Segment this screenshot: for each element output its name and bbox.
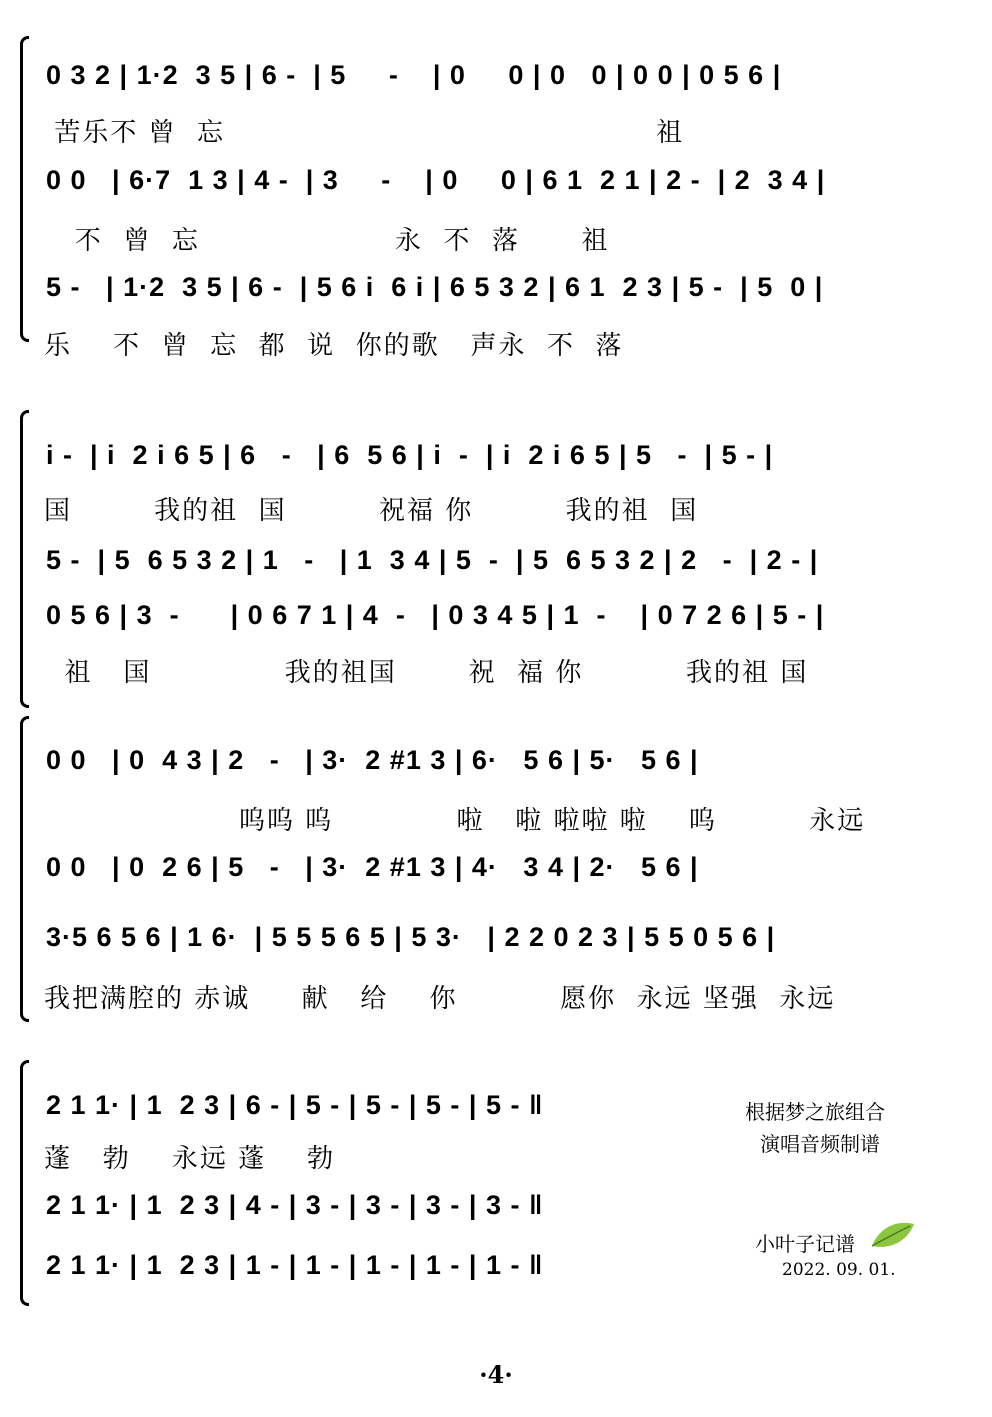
part-3-lyrics: 乐 不 曾 忘 都 说 你的歌 声永 不 落 xyxy=(44,331,624,361)
system-brace xyxy=(20,1060,29,1306)
part-1-notes: 0 0 | 0 4 3 | 2 - | 3· 2 #1 3 | 6· 5 6 | 5· 5 6 | xyxy=(46,745,699,775)
part-1-notes: 2 1 1· | 1 2 3 | 6 - | 5 - | 5 - | 5 - | 5 - ‖ xyxy=(46,1090,544,1120)
part-2-lyrics: 不 曾 忘 永 不 落 祖 xyxy=(44,226,610,256)
part-3-notes: 3·5 6 5 6 | 1 6· | 5 5 5 6 5 | 5 3· | 2 2 0 2 3 | 5 5 0 5 6 | xyxy=(46,922,776,952)
part-3-lyrics: 祖 国 我的祖国 祝 福 你 我的祖 国 xyxy=(44,658,809,688)
part-3-lyrics: 我把满腔的 赤诚 献 给 你 愿你 永远 坚强 永远 xyxy=(44,984,836,1014)
part-3-notes: 0 5 6 | 3 - | 0 6 7 1 | 4 - | 0 3 4 5 | 1 - | 0 7 2 6 | 5 - | xyxy=(46,600,825,630)
page-number: ·4· xyxy=(479,1360,513,1389)
transcriber: 小叶子记谱 xyxy=(755,1232,855,1256)
part-1-lyrics: 苦乐不 曾 忘 祖 xyxy=(44,118,685,148)
part-1-notes: i - | i 2 i 6 5 | 6 - | 6 5 6 | i - | i 2 i 6 5 | 5 - | 5 - | xyxy=(46,440,774,470)
part-2-notes: 5 - | 5 6 5 3 2 | 1 - | 1 3 4 | 5 - | 5 6 5 3 2 | 2 - | 2 - | xyxy=(46,545,819,575)
part-1-lyrics: 国 我的祖 国 祝福 你 我的祖 国 xyxy=(44,496,699,526)
credit-line-1: 根据梦之旅组合 xyxy=(745,1100,885,1124)
part-2-notes: 2 1 1· | 1 2 3 | 4 - | 3 - | 3 - | 3 - | 3 - ‖ xyxy=(46,1190,544,1220)
part-1-notes: 0 3 2 | 1·2 3 5 | 6 - | 5 - | 0 0 | 0 0 | 0 0 | 0 5 6 | xyxy=(46,60,782,90)
part-2-notes: 0 0 | 6·7 1 3 | 4 - | 3 - | 0 0 | 6 1 2 1 | 2 - | 2 3 4 | xyxy=(46,165,826,195)
credit-line-2: 演唱音频制谱 xyxy=(760,1132,880,1156)
part-3-notes: 5 - | 1·2 3 5 | 6 - | 5 6 i 6 i | 6 5 3 2 | 6 1 2 3 | 5 - | 5 0 | xyxy=(46,272,824,302)
part-1-lyrics: 蓬 勃 永远 蓬 勃 xyxy=(44,1144,336,1174)
leaf-icon xyxy=(868,1216,918,1252)
part-3-notes: 2 1 1· | 1 2 3 | 1 - | 1 - | 1 - | 1 - | 1 - ‖ xyxy=(46,1250,544,1280)
date: 2022. 09. 01. xyxy=(782,1260,896,1280)
part-1-lyrics: 呜呜 呜 啦 啦 啦啦 啦 呜 永远 xyxy=(44,806,866,836)
part-2-notes: 0 0 | 0 2 6 | 5 - | 3· 2 #1 3 | 4· 3 4 | 2· 5 6 | xyxy=(46,852,699,882)
